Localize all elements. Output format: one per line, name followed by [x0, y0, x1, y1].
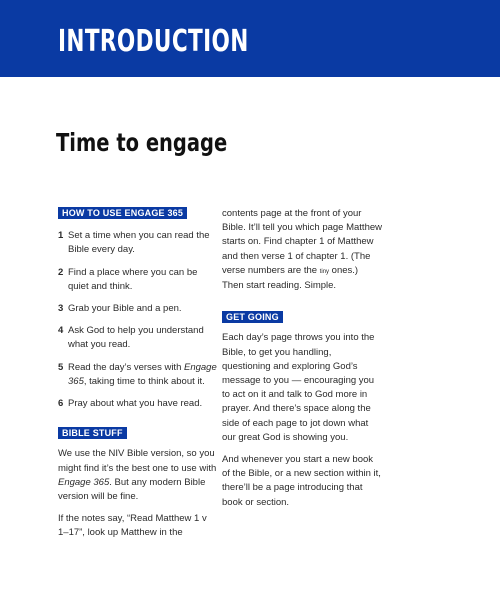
- page-title: Time to engage: [56, 128, 228, 157]
- paragraph-text: contents page at the front of your Bible. It’ll tell you which page Matthew starts on. Find chapter 1 of Matthew and then verse 1 of chapter 1. (The verse numbers are the: [222, 208, 382, 276]
- step-text: Set a time when you can read the Bible every day.: [68, 230, 210, 256]
- step-number: 4: [58, 325, 64, 337]
- continued-paragraph: [222, 207, 382, 293]
- get-going-heading-wrap: [222, 311, 382, 325]
- step-text: [68, 362, 217, 387]
- get-going-paragraph: Each day’s page throws you into the Bible, to get you handling, questioning and exploring God’s message to you — encouraging you to act on it and talk to God more in prayer. And there’s space along the side of each page to jot down what our great God is showing you.: [222, 332, 375, 443]
- step-number: 3: [58, 303, 64, 315]
- step-number: 1: [58, 230, 64, 242]
- get-going-heading: GET GOING: [222, 311, 283, 323]
- bible-stuff-heading: BIBLE STUFF: [58, 427, 127, 439]
- steps-list: [58, 229, 218, 411]
- list-item: [58, 397, 218, 411]
- list-item: [58, 229, 218, 257]
- how-to-use-heading: HOW TO USE ENGAGE 365: [58, 207, 187, 219]
- paragraph-text: ones.) Then start reading. Simple.: [222, 264, 359, 292]
- list-item: [58, 266, 218, 294]
- paragraph-text: . But any modern Bible version will be fine.: [58, 476, 206, 503]
- tiny-text: tiny: [319, 268, 330, 275]
- step-text: Pray about what you have read.: [68, 398, 203, 410]
- header-banner: [0, 0, 500, 77]
- bible-stuff-paragraph: [58, 447, 218, 504]
- right-column: [222, 207, 382, 518]
- list-item: [58, 361, 218, 389]
- bible-stuff-heading-wrap: [58, 427, 218, 441]
- step-text: Grab your Bible and a pen.: [68, 303, 182, 315]
- left-column: [58, 207, 218, 549]
- header-title: INTRODUCTION: [58, 24, 249, 59]
- step-number: 6: [58, 398, 64, 410]
- step-text: Find a place where you can be quiet and think.: [68, 266, 198, 292]
- step-text-post: , taking time to think about it.: [83, 375, 205, 387]
- step-number: 2: [58, 266, 64, 278]
- step-text: Ask God to help you understand what you read.: [68, 325, 204, 351]
- step-number: 5: [58, 361, 64, 373]
- step-text-pre: Read the day’s verses with: [68, 361, 184, 373]
- list-item: [58, 302, 218, 316]
- step-text-emphasis: Engage 365: [68, 361, 217, 387]
- paragraph-emphasis: Engage 365: [58, 476, 110, 488]
- bible-stuff-paragraph-2: If the notes say, “Read Matthew 1 v 1–17”, look up Matthew in the: [58, 513, 207, 539]
- paragraph-text: We use the NIV Bible version, so you might find it’s the best one to use with: [58, 448, 217, 474]
- get-going-paragraph-2: And whenever you start a new book of the Bible, or a new section within it, there’ll be a page introducing that book or section.: [222, 454, 381, 508]
- list-item: [58, 324, 218, 352]
